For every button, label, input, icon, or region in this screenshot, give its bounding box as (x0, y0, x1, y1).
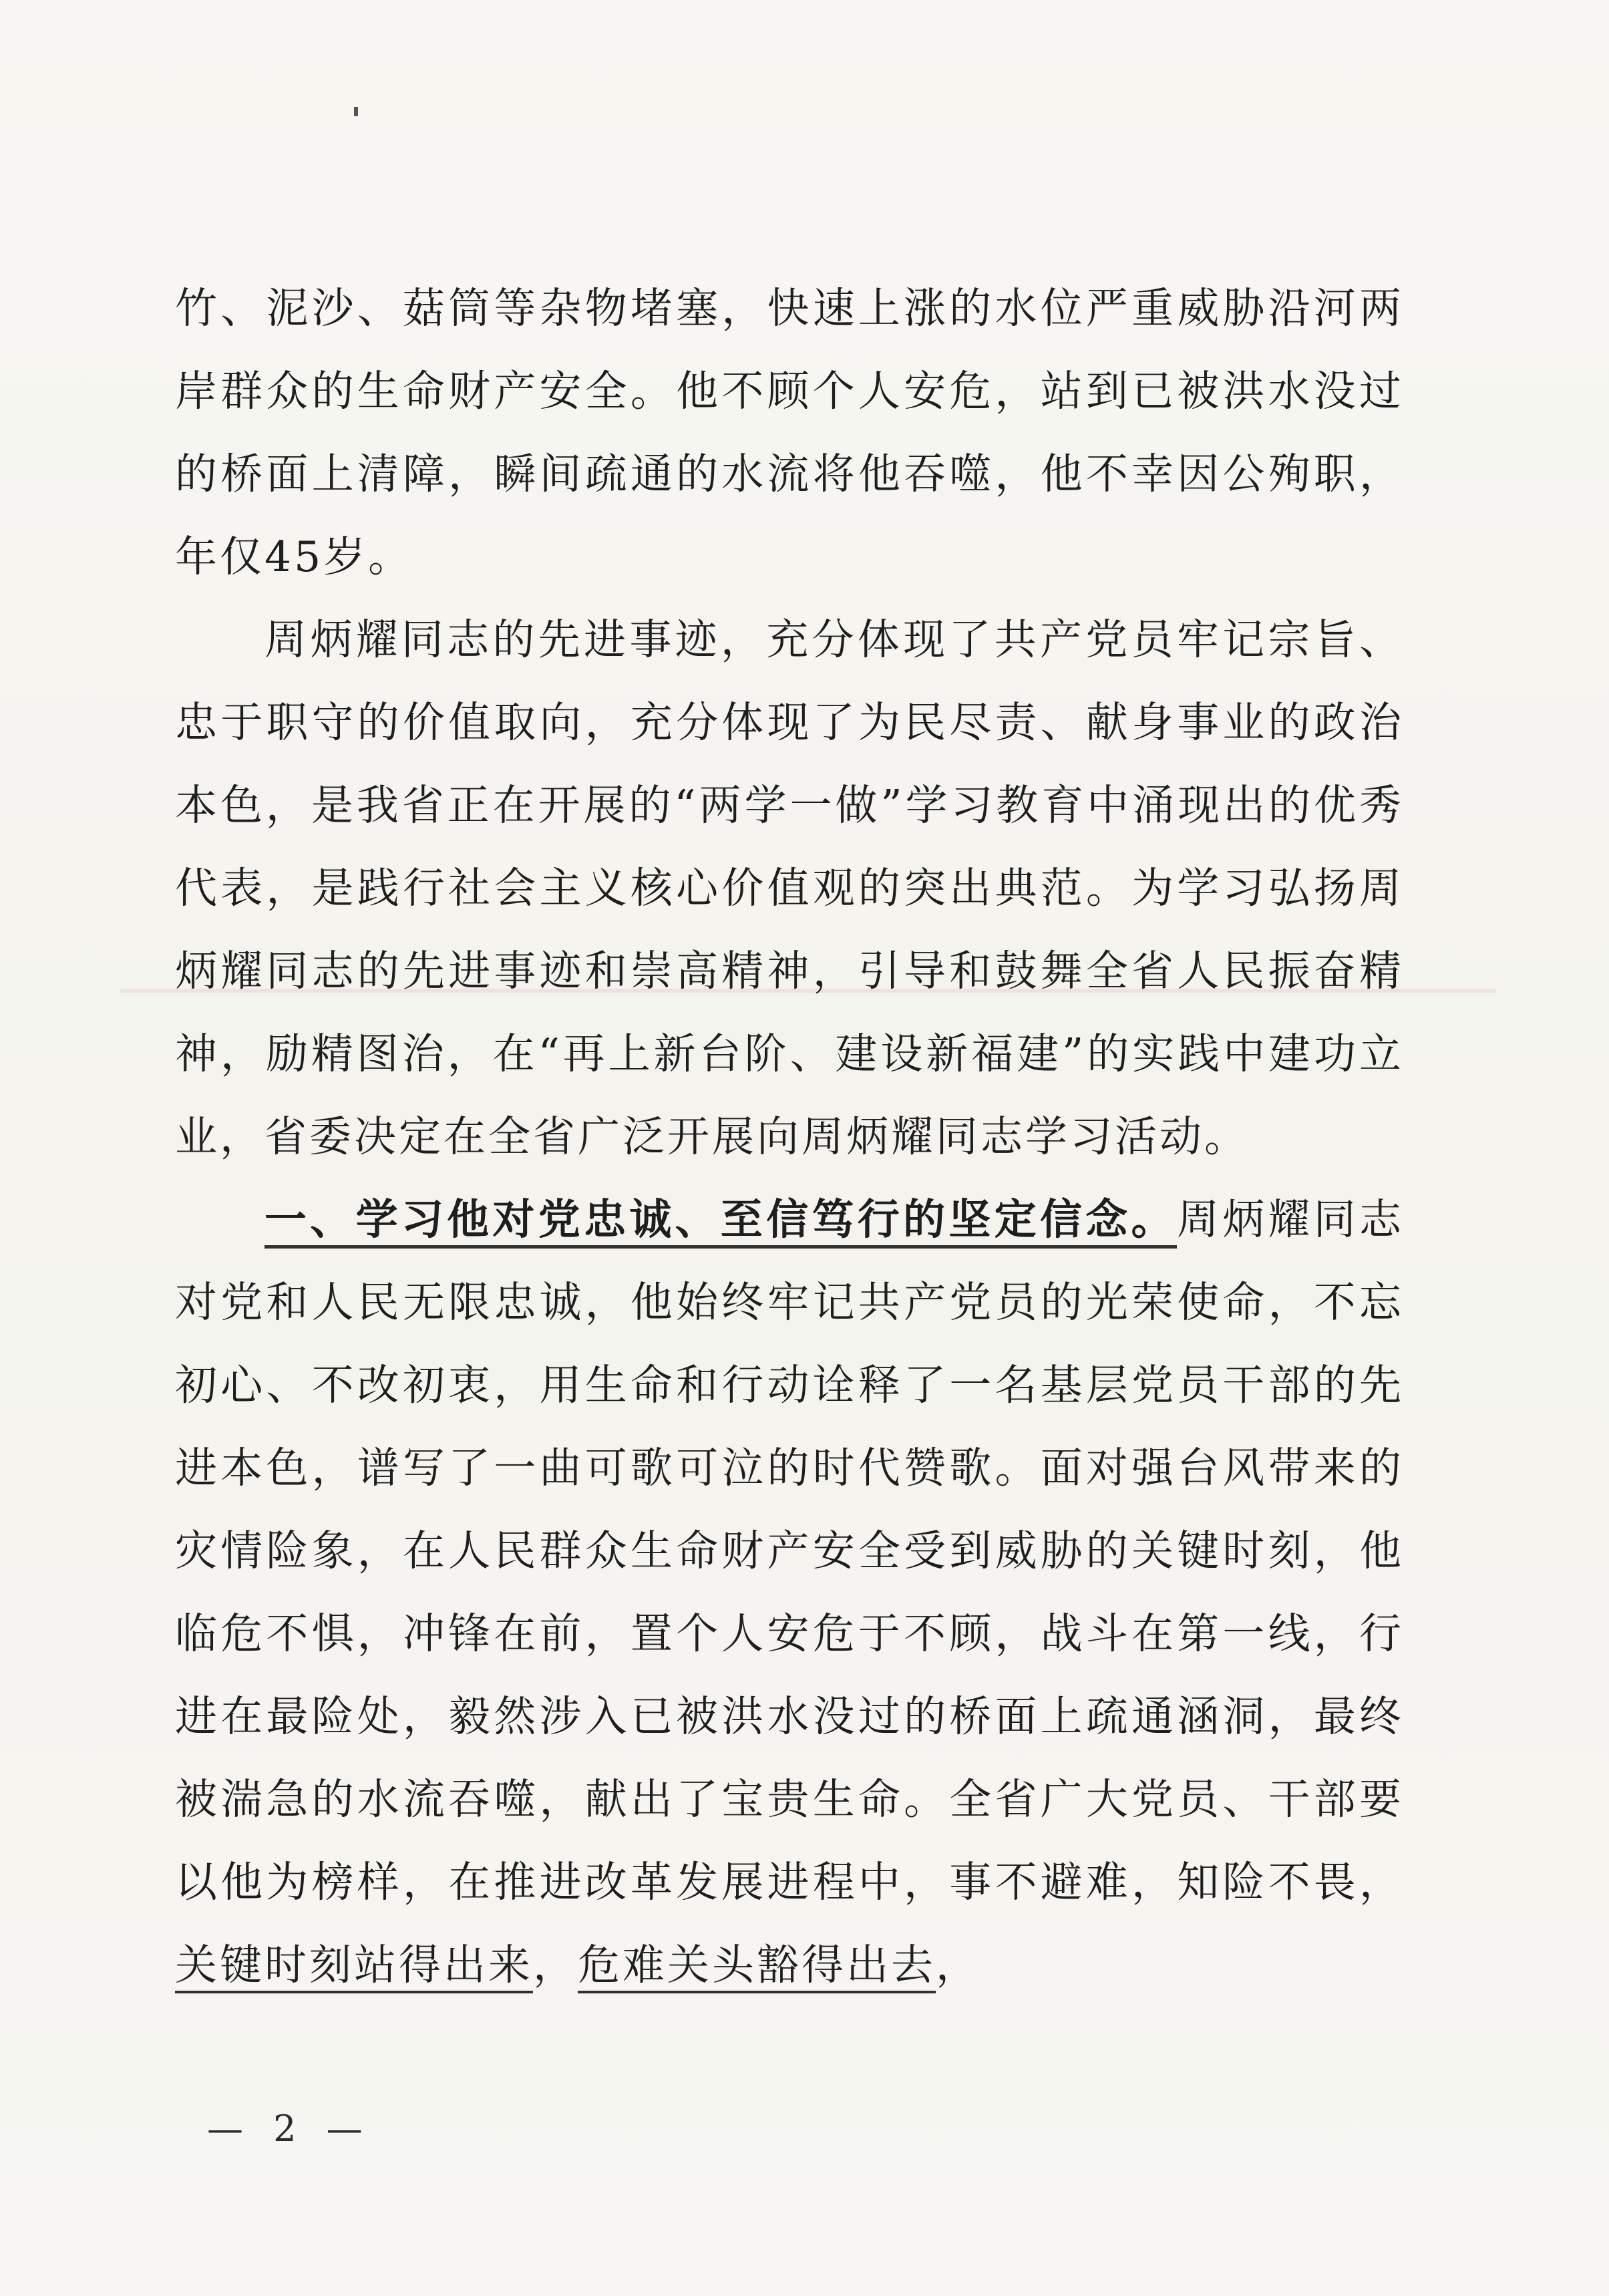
ink-speck (354, 107, 358, 116)
underlined-phrase: 关键时刻站得出来 (175, 1941, 533, 1993)
paragraph-intro: 周炳耀同志的先进事迹，充分体现了共产党员牢记宗旨、忠于职守的价值取向，充分体现了为民尽责、献身事业的政治本色，是我省正在开展的“两学一做”学习教育中涌现出的优秀代表，是践行社会主义核心价值观的突出典范。为学习弘扬周炳耀同志的先进事迹和崇高精神，引导和鼓舞全省人民振奋精神，励精图治，在“再上新台阶、建设新福建”的实践中建功立业，省委决定在全省广泛开展向周炳耀同志学习活动。 (175, 615, 1404, 1161)
paragraph-section-one (175, 1178, 1404, 2007)
page-number: — 2 — (207, 2108, 372, 2150)
section-heading: 一、学习他对党忠诚、至信笃行的坚定信念。 (264, 1195, 1177, 1249)
punctuation: ， (533, 1941, 578, 1989)
punctuation: ， (936, 1941, 980, 1989)
section-text: 周炳耀同志对党和人民无限忠诚，他始终牢记共产党员的光荣使命，不忘初心、不改初衷，用生命和行动诠释了一名基层党员干部的先进本色，谱写了一曲可歌可泣的时代赞歌。面对强台风带来的灾情险象，在人民群众生命财产安全受到威胁的关键时刻，他临危不惧，冲锋在前，置个人安危于不顾，战斗在第一线，行进在最险处，毅然涉入已被洪水没过的桥面上疏通涵洞，最终被湍急的水流吞噬，献出了宝贵生命。全省广大党员、干部要以他为榜样，在推进改革发展进程中，事不避难，知险不畏， (175, 1195, 1405, 1907)
paragraph-continuation: 竹、泥沙、菇筒等杂物堵塞，快速上涨的水位严重威胁沿河两岸群众的生命财产安全。他不顾个人安危，站到已被洪水没过的桥面上清障，瞬间疏通的水流将他吞噬，他不幸因公殉职，年仅45岁。 (175, 284, 1404, 581)
underlined-phrase: 危难关头豁得出去 (578, 1941, 936, 1993)
document-body (175, 267, 1404, 2007)
